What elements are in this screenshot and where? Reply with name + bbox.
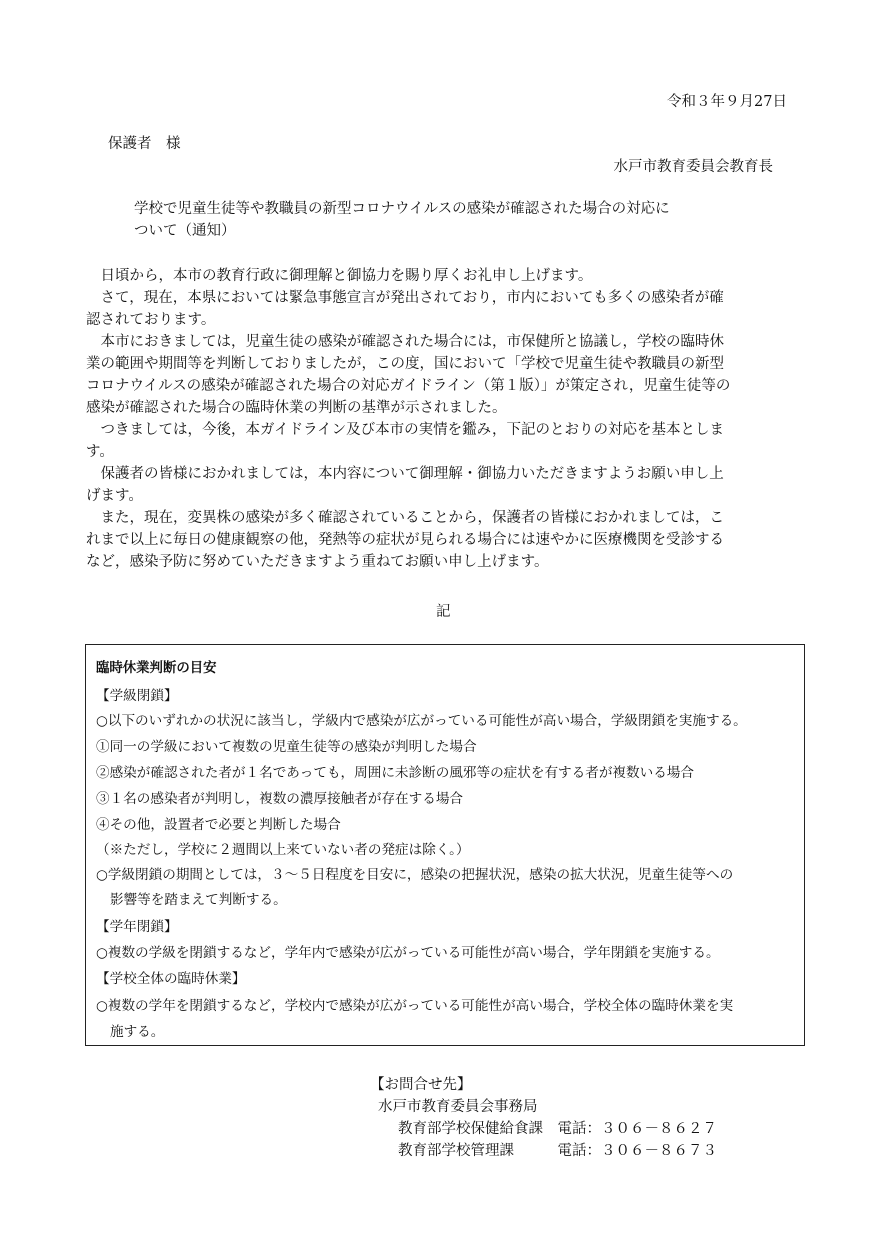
body-text	[86, 265, 806, 573]
body-line: 業の範囲や期間等を判断しておりましたが，この度，国において「学校で児童生徒や教職員の新型	[86, 356, 724, 372]
box-line: ○複数の学年を閉鎖するなど，学校内で感染が広がっている可能性が高い場合，学校全体の臨時休業を実	[96, 998, 734, 1014]
body-line: 本市におきましては，児童生徒の感染が確認された場合には，市保健所と協議し，学校の臨時休	[86, 334, 724, 350]
box-line: ○学級閉鎖の期間としては，３～５日程度を目安に，感染の把握状況，感染の拡大状況，児童生徒等への	[96, 867, 734, 883]
body-line: 認されております。	[86, 312, 216, 328]
box-line: ○複数の学級を閉鎖するなど，学年内で感染が広がっている可能性が高い場合，学年閉鎖を実施する。	[96, 945, 720, 961]
contact-heading: 【お問合せ先】	[370, 1077, 472, 1093]
box-line: 【学校全体の臨時休業】	[96, 971, 246, 987]
body-line: す。	[86, 444, 114, 460]
box-line: 施する。	[110, 1024, 165, 1040]
body-line: 保護者の皆様におかれましては，本内容について御理解・御協力いただきますようお願い申し上	[86, 466, 724, 482]
body-line: 感染が確認された場合の臨時休業の判断の基準が示されました。	[86, 400, 507, 416]
subject-line-1: 学校で児童生徒等や教職員の新型コロナウイルスの感染が確認された場合の対応に	[134, 201, 670, 217]
sender: 水戸市教育委員会教育長	[613, 159, 773, 175]
contact-dept-1: 教育部学校保健給食課 電話：３０６－８６２７	[398, 1121, 717, 1137]
box-line: 影響等を踏まえて判断する。	[110, 892, 287, 908]
box-line: ○以下のいずれかの状況に該当し，学級内で感染が広がっている可能性が高い場合，学級閉鎖を実施する。	[96, 713, 747, 729]
box-title: 臨時休業判断の目安	[96, 661, 217, 676]
box-line: ③１名の感染者が判明し，複数の濃厚接触者が存在する場合	[96, 791, 464, 807]
box-line: 【学級閉鎖】	[96, 688, 178, 704]
guideline-box	[85, 644, 805, 1046]
box-line: （※ただし，学校に２週間以上来ていない者の発症は除く。）	[96, 842, 470, 858]
body-line: また，現在，変異株の感染が多く確認されていることから，保護者の皆様におかれましては，こ	[86, 510, 724, 526]
contact-office: 水戸市教育委員会事務局	[378, 1099, 538, 1115]
contact-info	[370, 1074, 717, 1162]
box-line: 【学年閉鎖】	[96, 919, 178, 935]
body-line: など，感染予防に努めていただきますよう重ねてお願い申し上げます。	[86, 554, 549, 570]
body-line: げます。	[86, 488, 143, 504]
body-line: つきましては，今後，本ガイドライン及び本市の実情を鑑み，下記のとおりの対応を基本としま	[86, 422, 724, 438]
document-date: 令和３年９月27日	[667, 94, 787, 110]
body-line: 日頃から，本市の教育行政に御理解と御協力を賜り厚くお礼申し上げます。	[86, 268, 593, 284]
subject-line-2: ついて（通知）	[134, 223, 236, 239]
contact-dept-2: 教育部学校管理課 電話：３０６－８６７３	[398, 1143, 717, 1159]
ki-heading: 記	[436, 604, 451, 620]
box-line: ④その他，設置者で必要と判断した場合	[96, 817, 341, 833]
body-line: れまで以上に毎日の健康観察の他，発熱等の症状が見られる場合には速やかに医療機関を受診する	[86, 532, 724, 548]
body-line: さて，現在，本県においては緊急事態宣言が発出されており，市内においても多くの感染者が確	[86, 290, 724, 306]
addressee: 保護者 様	[108, 136, 181, 152]
box-line: ②感染が確認された者が１名であっても，周囲に未診断の風邪等の症状を有する者が複数いる場合	[96, 765, 694, 781]
body-line: コロナウイルスの感染が確認された場合の対応ガイドライン（第１版）」が策定され，児童生徒等の	[86, 378, 731, 394]
subject	[134, 198, 670, 242]
box-line: ①同一の学級において複数の児童生徒等の感染が判明した場合	[96, 739, 477, 755]
